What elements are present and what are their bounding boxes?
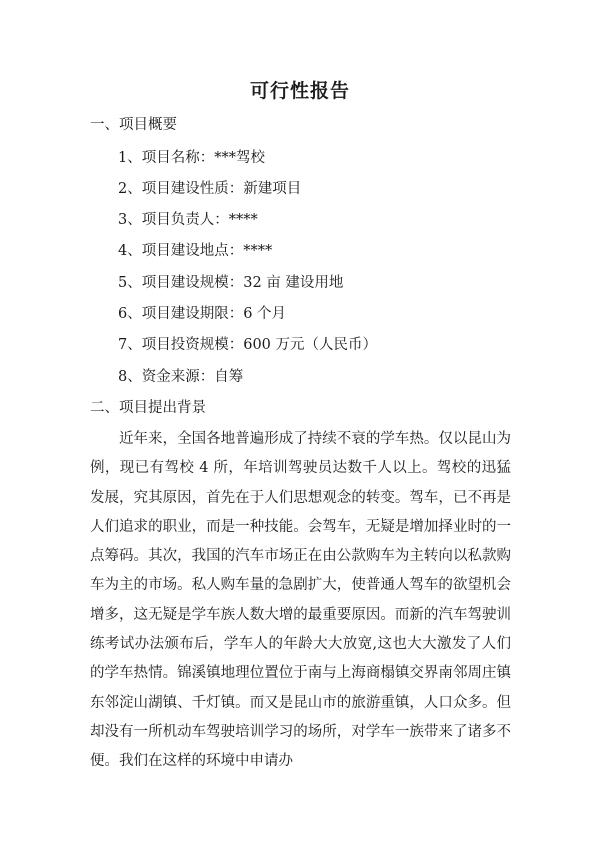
overview-item-investment: 7、项目投资规模：600 万元（人民币） [118, 337, 378, 353]
overview-item-owner: 3、项目负责人：**** [118, 212, 258, 228]
section-heading-background: 二、项目提出背景 [90, 400, 206, 416]
section-heading-overview: 一、项目概要 [90, 117, 177, 133]
overview-item-scale: 5、项目建设规模：32 亩 建设用地 [118, 275, 344, 291]
overview-item-nature: 2、项目建设性质：新建项目 [118, 181, 302, 197]
overview-item-funding: 8、资金来源：自筹 [118, 369, 244, 385]
background-paragraph: 近年来，全国各地普遍形成了持续不衰的学车热。仅以昆山为例，现已有驾校 4 所，年培训驾驶员达数千人以上。驾校的迅猛发展，究其原因，首先在于人们思想观念的转变。驾车，已不再是人们追求的职业，而是一种技能。会驾车，无疑是增加择业时的一点筹码。其次，我国的汽车市场正在由公款购车为主转向以私款购车为主的市场。私人购车量的急剧扩大，使普通人驾车的欲望机会增多，这无疑是学车族人数大增的最重要原因。而新的汽车驾驶训练考试办法颁布后，学车人的年龄大大放宽,这也大大激发了人们的学车热情。锦溪镇地理位置位于南与上海商榻镇交界南邻周庄镇东邻淀山湖镇、千灯镇。而又是昆山市的旅游重镇，人口众多。但却没有一所机动车驾驶培训学习的场所，对学车一族带来了诸多不便。我们在这样的环境中申请办 [90, 431, 511, 770]
overview-item-name: 1、项目名称：***驾校 [118, 150, 265, 166]
overview-item-location: 4、项目建设地点：**** [118, 243, 273, 259]
overview-item-duration: 6、项目建设期限：6 个月 [118, 306, 287, 322]
document-title: 可行性报告 [249, 80, 350, 102]
